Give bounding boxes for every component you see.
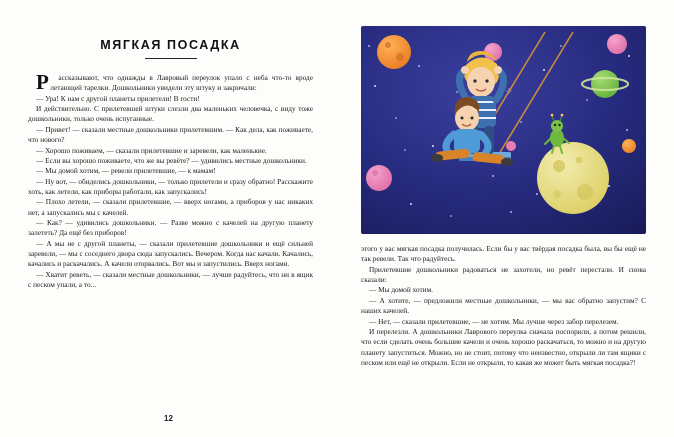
paragraph: И действительно. С прилетевшей штуки слезли два маленьких человечка, с виду тоже дошкольники, только очень испуганные. — [28, 104, 313, 124]
paragraph-text: ассказывают, что однажды в Лавровый переулок упало с неба что-то вроде летающей тарелки. Дошкольники увидели эту штуку и закричали: — [50, 73, 313, 93]
planet-orange — [377, 35, 411, 69]
paragraph: этого у вас мягкая посадка получилась. Если бы у вас твёрдая посадка была, вы бы ещё не так ревели. Так что радуйтесь. — [361, 244, 646, 264]
paragraph — [28, 70, 313, 94]
paragraph: — Плохо летели, — сказали прилетевшие, — вверх ногами, а приборов у нас никаких нет, а запускались мы с качелей. — [28, 197, 313, 217]
page-number: 12 — [164, 414, 173, 423]
title-divider — [145, 58, 197, 59]
page-title: МЯГКАЯ ПОСАДКА — [100, 38, 241, 52]
planet-orange-small — [622, 139, 636, 153]
paragraph: — Привет! — сказали местные дошкольники прилетевшим. — Как дела, как поживаете, что нового? — [28, 124, 313, 145]
planet-tiny — [506, 141, 516, 151]
right-page-body — [361, 244, 646, 368]
illustration-swing-children-in-space — [361, 26, 646, 234]
paragraph: — А мы не с другой планеты, — сказали прилетевшие дошкольники и ещё сильней заревели, — мы с соседнего двора сюда запускались. Вечером. Когда нас качали. Качались, качались и раскачались. А качели оторвались. Вот мы и запустились. Вверх ногами. — [28, 238, 313, 269]
paragraph: — Как? — удивились дошкольники. — Разве можно с качелей на другую планету залететь? Да ещё без приборов! — [28, 218, 313, 238]
left-page-body — [28, 70, 313, 291]
drop-cap: Р — [36, 70, 49, 94]
planet-pink-left — [366, 165, 392, 191]
paragraph: — Нет, — сказали прилетевшие, — не хотим. Мы лучше через забор перелезем. — [369, 316, 619, 326]
paragraph: — Хорошо поживаем, — сказали прилетевшие и заревели, как маленькие. — [36, 145, 267, 155]
paragraph: Прилетевшие дошкольники радоваться не захотели, но ревёт перестали. И снова сказали: — [361, 264, 646, 285]
paragraph: — Мы домой хотим. — [369, 285, 434, 295]
paragraph: — Если вы хорошо поживаете, что же вы ревёте? — удивились местные дошкольники. — [36, 155, 307, 165]
paragraph: — Ура! К нам с другой планеты прилетели! В гости! — [36, 93, 200, 103]
right-page — [337, 0, 674, 437]
planet-pink-top-right — [607, 34, 627, 54]
paragraph: — А хотите, — предложили местные дошкольники, — мы вас обратно запустим? С наших качелей. — [361, 295, 646, 316]
paragraph: — Ну вот, — обиделись дошкольники, — только прилетели и сразу обратно! Расскажите хоть, как летели, как приборы работали, как запускались! — [28, 176, 313, 196]
paragraph: И перелезли. А дошкольники Лаврового переулка сначала поспорили, а потом решили, что если сделать очень большие качели и очень хорошо раскачаться, то можно и на другую планету запуститься. Можно, но не стоит, потому что неизвестно, открыли ли там ящики с песком или ещё не открыли. Если не открыли, то какая же может быть мягкая посадка?! — [361, 326, 646, 367]
illustration-svg — [361, 26, 646, 234]
paragraph: — Мы домой хотим, — ревели прилетевшие, — к мамам! — [36, 166, 216, 176]
paragraph: — Хватит реветь, — сказали местные дошкольники, — лучше радуйтесь, что ни в ящик с песком упали, а то... — [28, 269, 313, 290]
